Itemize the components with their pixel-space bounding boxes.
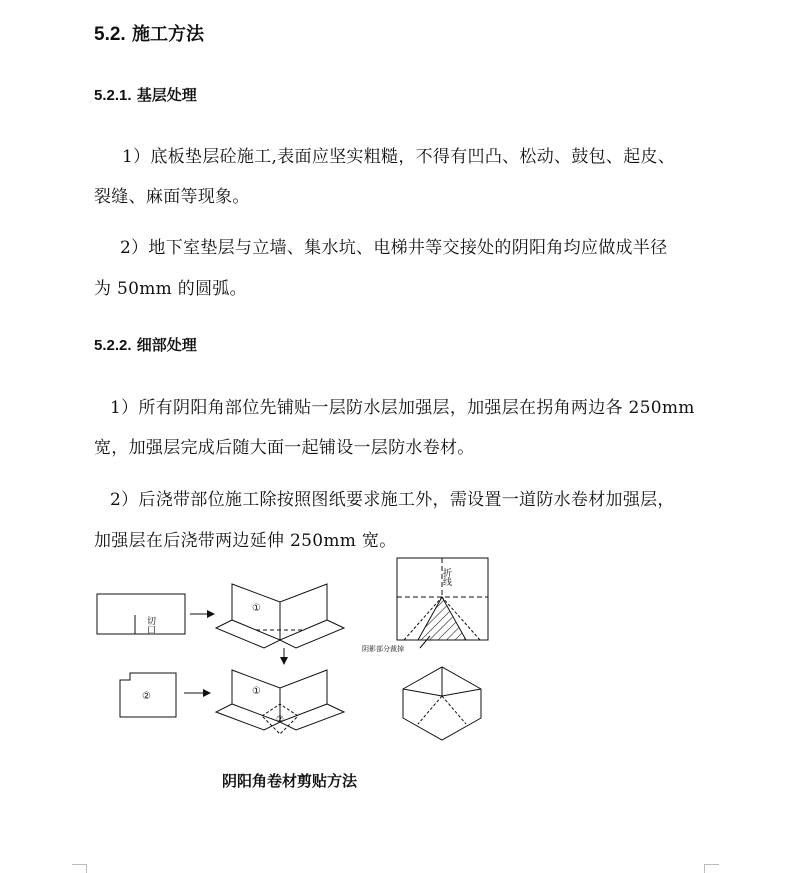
subsection-number: 5.2.2. bbox=[94, 337, 132, 354]
paragraph-line: 1）所有阴阳角部位先铺贴一层防水层加强层，加强层在拐角两边各 250mm bbox=[110, 398, 695, 418]
flat-sheet-with-cut bbox=[97, 594, 185, 634]
section-number: 5.2. bbox=[94, 24, 126, 45]
three-d-corner bbox=[403, 667, 481, 740]
paragraph-line: 宽，加强层完成后随大面一起铺设一层防水卷材。 bbox=[94, 438, 475, 458]
paragraph-line: 2）后浇带部位施工除按照图纸要求施工外，需设置一道防水卷材加强层， bbox=[110, 490, 675, 510]
cut-label: 切口 bbox=[145, 616, 155, 634]
subsection-title: 基层处理 bbox=[136, 86, 197, 104]
paragraph-line: 2）地下室垫层与立墙、集水坑、电梯井等交接处的阴阳角均应做成半径 bbox=[120, 238, 668, 258]
folded-corner-step1 bbox=[216, 584, 344, 648]
paragraph-line: 加强层在后浇带两边延伸 250mm 宽。 bbox=[94, 531, 397, 551]
paragraph-line: 1）底板垫层砼施工,表面应坚实粗糙，不得有凹凸、松动、鼓包、起皮、 bbox=[122, 147, 676, 167]
shade-label: 阴影部分裁掉 bbox=[362, 645, 404, 653]
figure-caption: 阴阳角卷材剪贴方法 bbox=[222, 772, 358, 790]
section-title: 施工方法 bbox=[131, 24, 204, 45]
marker-two: ② bbox=[276, 715, 285, 725]
marker-one: ① bbox=[252, 603, 261, 614]
subsection-title: 细部处理 bbox=[136, 336, 197, 354]
subsection-number: 5.2.1. bbox=[94, 87, 132, 104]
fold-label: 折线 bbox=[441, 568, 451, 586]
paragraph-line: 为 50mm 的圆弧。 bbox=[94, 279, 247, 299]
marker-two: ② bbox=[142, 691, 151, 702]
marker-one: ① bbox=[252, 686, 261, 697]
shaded-triangle bbox=[418, 597, 466, 640]
paragraph-line: 裂缝、麻面等现象。 bbox=[94, 187, 250, 207]
